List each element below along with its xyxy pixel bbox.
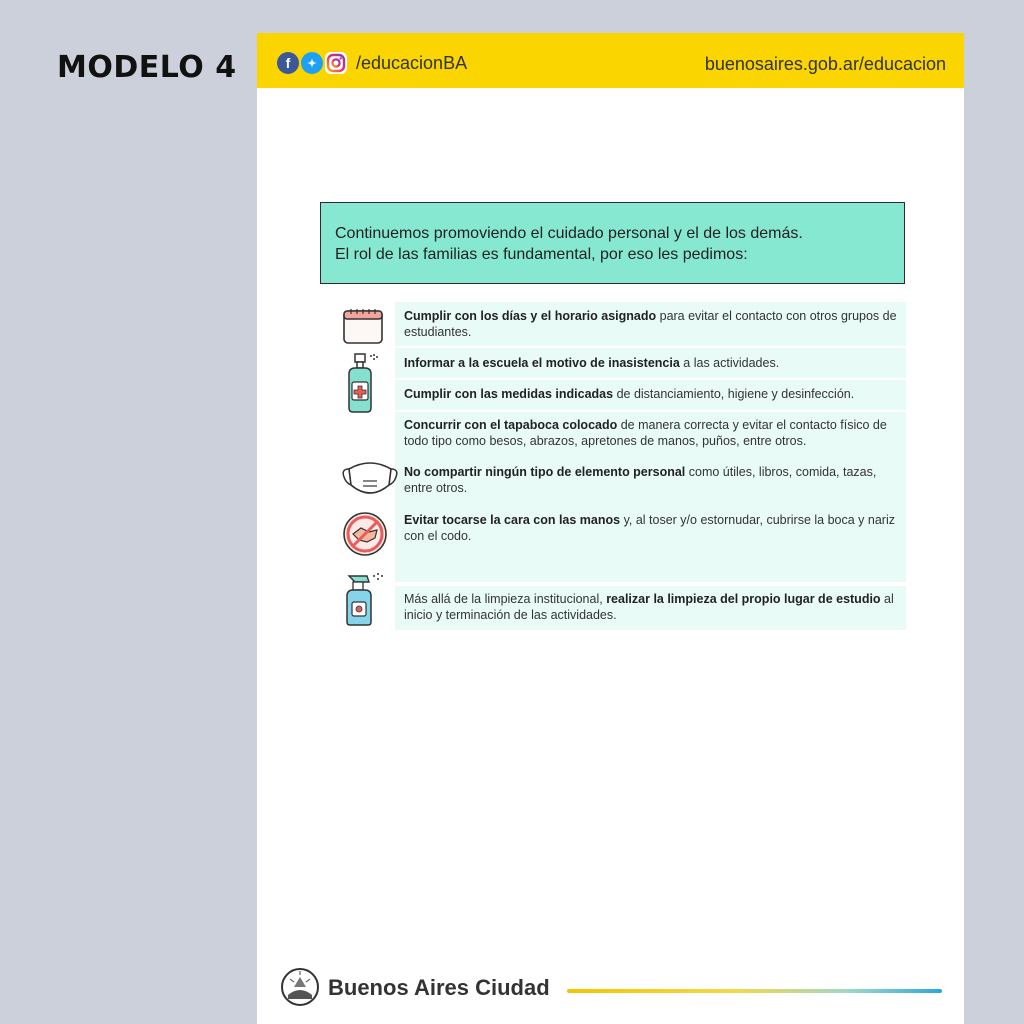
- website-link[interactable]: buenosaires.gob.ar/educacion: [704, 54, 946, 74]
- no-handshake-icon: [341, 510, 389, 558]
- header-bar: [257, 33, 964, 88]
- city-seal-icon: [280, 965, 320, 1011]
- footer-gradient-line: [567, 989, 942, 993]
- sanitizer-bottle-icon: [341, 352, 385, 414]
- item-text: Más allá de la limpieza institucional, realizar la limpieza del propio lugar de estudio al inicio y terminación de las actividades.: [404, 592, 894, 622]
- instagram-icon[interactable]: [325, 52, 347, 74]
- intro-line-1: Continuemos promoviendo el cuidado personal y el de los demás.: [335, 225, 803, 242]
- footer-brand-name: Buenos Aires Ciudad: [328, 975, 550, 1000]
- item-text: Concurrir con el tapaboca colocado de manera correcta y evitar el contacto físico de todo tipo como besos, abrazos, apretones de manos, puños, entre otros.: [404, 418, 887, 448]
- social-icons: [277, 52, 347, 74]
- intro-line-2: El rol de las familias es fundamental, por eso les pedimos:: [335, 246, 748, 263]
- twitter-icon[interactable]: ✦: [301, 52, 323, 74]
- item-text: Evitar tocarse la cara con las manos y, al toser y/o estornudar, cubrirse la boca y nariz con el codo.: [404, 513, 895, 543]
- face-mask-icon: [341, 455, 399, 501]
- spray-cleaner-icon: [341, 572, 389, 628]
- calendar-icon: [341, 308, 385, 346]
- item-text: Cumplir con las medidas indicadas de distanciamiento, higiene y desinfección.: [404, 387, 855, 401]
- social-handle[interactable]: /educacionBA: [356, 53, 468, 73]
- item-text: Cumplir con los días y el horario asignado para evitar el contacto con otros grupos de estudiantes.: [404, 309, 897, 339]
- facebook-icon[interactable]: f: [277, 52, 299, 74]
- item-text: No compartir ningún tipo de elemento personal como útiles, libros, comida, tazas, entre otros.: [404, 465, 877, 495]
- item-text: Informar a la escuela el motivo de inasistencia a las actividades.: [404, 356, 780, 370]
- flyer-page: [257, 33, 964, 1024]
- intro-box: [320, 202, 905, 284]
- model-label: MODELO 4: [57, 50, 237, 85]
